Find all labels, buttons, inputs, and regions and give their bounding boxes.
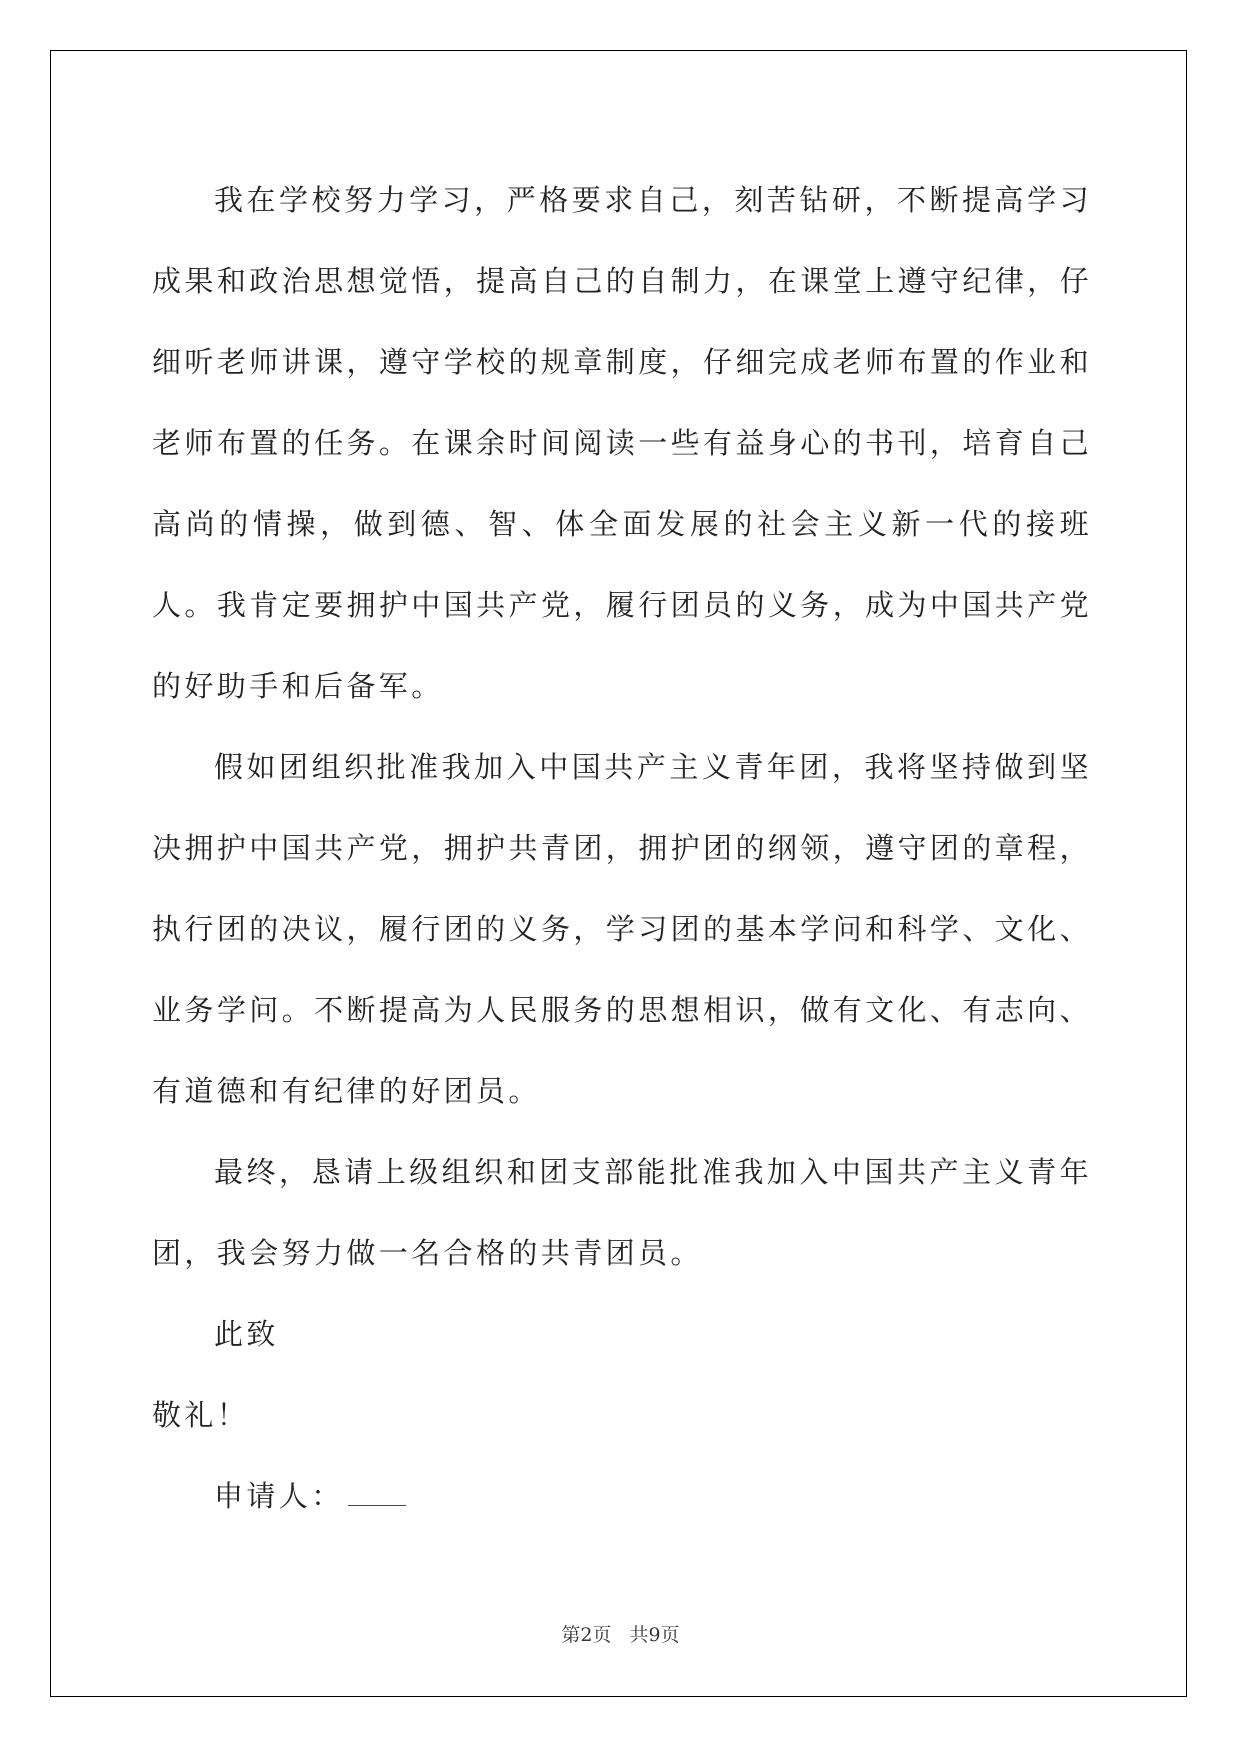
paragraph-3: 最终，恳请上级组织和团支部能批准我加入中国共产主义青年团，我会努力做一名合格的共青团员。 bbox=[152, 1155, 1092, 1270]
page-number-current: 第2页 bbox=[561, 1624, 612, 1646]
salute-text: 敬礼！ bbox=[152, 1398, 250, 1432]
signature-row bbox=[152, 1456, 1092, 1537]
page-footer bbox=[0, 1620, 1241, 1647]
closing-text: 此致 bbox=[214, 1317, 279, 1351]
signature-blank-line bbox=[348, 1483, 406, 1506]
document-body bbox=[152, 160, 1092, 1537]
signature-label: 申请人： bbox=[214, 1479, 344, 1513]
paragraph-1: 我在学校努力学习，严格要求自己，刻苦钻研，不断提高学习成果和政治思想觉悟，提高自己的自制力，在课堂上遵守纪律，仔细听老师讲课，遵守学校的规章制度，仔细完成老师布置的作业和老师布置的任务。在课余时间阅读一些有益身心的书刊，培育自己高尚的情操，做到德、智、体全面发展的社会主义新一代的接班人。我肯定要拥护中国共产党，履行团员的义务，成为中国共产党的好助手和后备军。 bbox=[152, 183, 1092, 703]
paragraph-2: 假如团组织批准我加入中国共产主义青年团，我将坚持做到坚决拥护中国共产党，拥护共青团，拥护团的纲领，遵守团的章程，执行团的决议，履行团的义务，学习团的基本学问和科学、文化、业务学问。不断提高为人民服务的思想相识，做有文化、有志向、有道德和有纪律的好团员。 bbox=[152, 750, 1092, 1108]
page-number-total: 共9页 bbox=[629, 1624, 680, 1646]
